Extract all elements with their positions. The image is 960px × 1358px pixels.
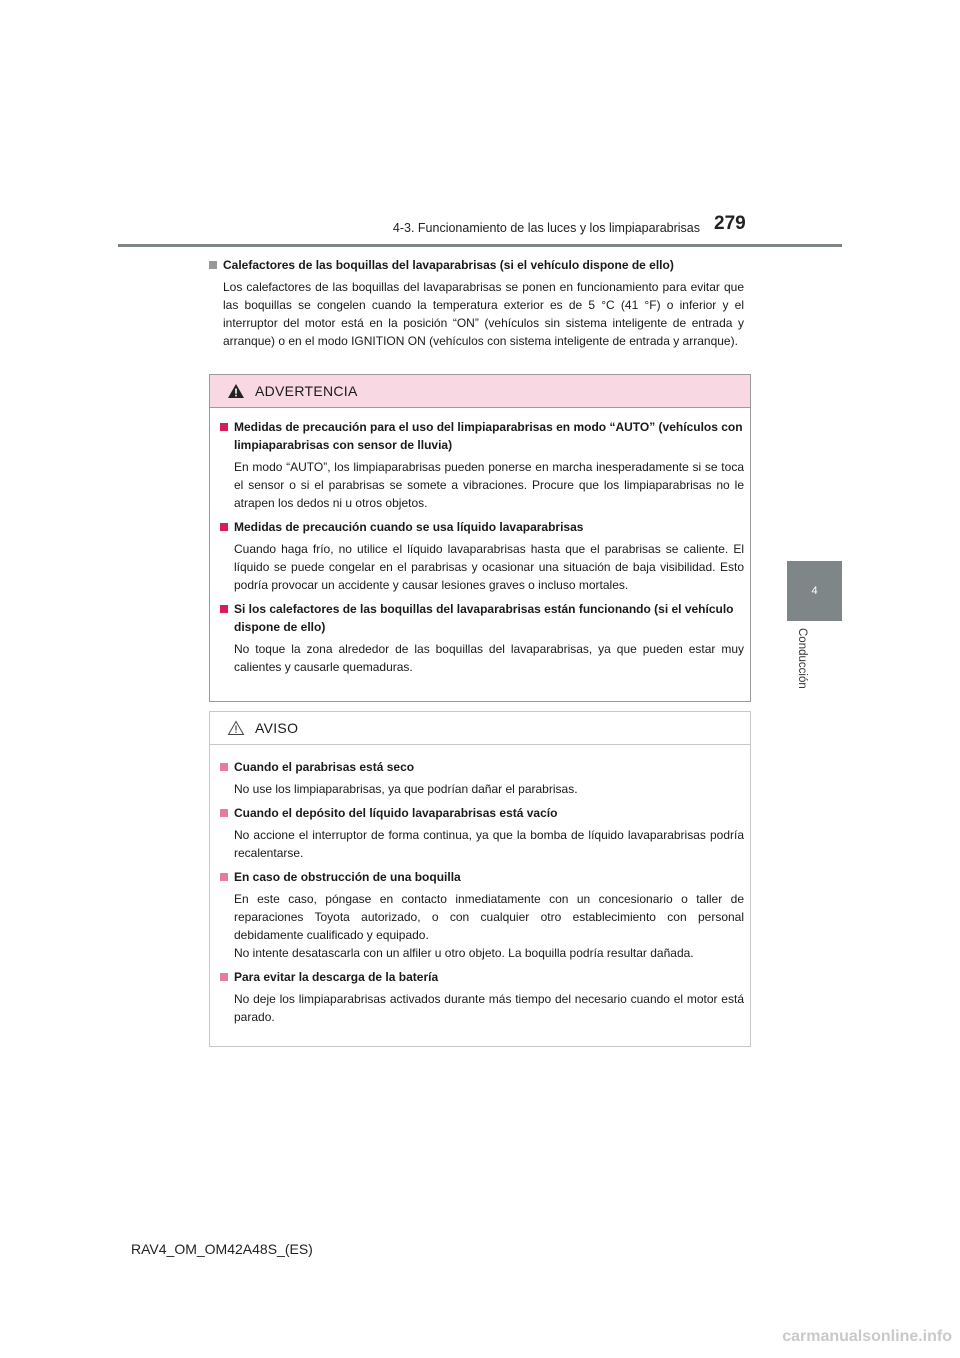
square-bullet-icon	[220, 763, 228, 771]
chapter-side-label: Conducción	[796, 628, 808, 689]
warning-triangle-icon	[227, 383, 245, 399]
notice-item-text-continued: No intente desatascarla con un alfiler u otro objeto. La boquilla podría resultar dañada.	[234, 946, 694, 960]
notice-item-text: No use los limpiaparabrisas, ya que podrían dañar el parabrisas.	[234, 782, 578, 796]
running-header-title: 4-3. Funcionamiento de las luces y los limpiaparabrisas	[392, 221, 700, 235]
warning-item-heading	[220, 418, 744, 454]
notice-item	[220, 868, 744, 962]
square-bullet-icon	[220, 809, 228, 817]
document-code: RAV4_OM_OM42A48S_(ES)	[131, 1241, 313, 1257]
notice-box-body	[210, 745, 750, 1026]
notice-title: AVISO	[255, 720, 299, 736]
warning-item	[220, 600, 744, 676]
notice-box	[209, 711, 751, 1047]
notice-item	[220, 758, 744, 798]
caution-triangle-outline-icon	[227, 720, 245, 736]
intro-heading-text: Calefactores de las boquillas del lavaparabrisas (si el vehículo dispone de ello)	[223, 258, 674, 272]
warning-item-heading	[220, 600, 744, 636]
warning-item-text: En modo “AUTO”, los limpiaparabrisas pueden ponerse en marcha inesperadamente si se toca el sensor o si el parabrisas se somete a vibraciones. Procure que los limpiaparabrisas no le atrapen los dedos ni u otros objetos.	[234, 460, 744, 510]
warning-item-heading-text: Medidas de precaución para el uso del limpiaparabrisas en modo “AUTO” (vehículos con limpiaparabrisas con sensor de lluvia)	[234, 420, 743, 452]
notice-item-heading	[220, 758, 744, 776]
square-bullet-icon	[220, 973, 228, 981]
intro-heading	[209, 256, 744, 274]
square-bullet-icon	[220, 423, 228, 431]
notice-item-heading	[220, 968, 744, 986]
notice-item-heading-text: Cuando el depósito del líquido lavaparabrisas está vacío	[234, 806, 558, 820]
page-number: 279	[714, 213, 746, 234]
notice-item-heading-text: Cuando el parabrisas está seco	[234, 760, 415, 774]
intro-section	[209, 256, 744, 350]
notice-item-heading	[220, 868, 744, 886]
warning-item-heading-text: Medidas de precaución cuando se usa líquido lavaparabrisas	[234, 520, 584, 534]
notice-item	[220, 968, 744, 1026]
warning-item	[220, 518, 744, 594]
header-rule	[118, 244, 842, 247]
chapter-tab	[787, 561, 842, 621]
warning-title: ADVERTENCIA	[255, 383, 358, 399]
notice-item-text: En este caso, póngase en contacto inmediatamente con un concesionario o taller de reparaciones Toyota autorizado, o con cualquier otro establecimiento con personal debidamente cualificado y equipado.	[234, 892, 744, 942]
warning-box-body	[210, 408, 750, 676]
square-bullet-icon	[209, 261, 217, 269]
chapter-number: 4	[811, 585, 818, 597]
warning-box-header	[210, 375, 750, 408]
warning-box	[209, 374, 751, 702]
notice-item	[220, 804, 744, 862]
notice-item-text: No deje los limpiaparabrisas activados durante más tiempo del necesario cuando el motor está parado.	[234, 992, 744, 1024]
warning-item-text: No toque la zona alrededor de las boquillas del lavaparabrisas, ya que pueden estar muy calientes y causarle quemaduras.	[234, 642, 744, 674]
intro-text: Los calefactores de las boquillas del lavaparabrisas se ponen en funcionamiento para evitar que las boquillas se congelen cuando la temperatura exterior es de 5 °C (41 °F) o inferior y el interruptor del motor está en la posición “ON” (vehículos sin sistema inteligente de entrada y arranque) o en el modo IGNITION ON (vehículos con sistema inteligente de entrada y arranque).	[223, 280, 744, 348]
notice-item-heading-text: Para evitar la descarga de la batería	[234, 970, 439, 984]
notice-box-header	[210, 712, 750, 745]
notice-item-heading	[220, 804, 744, 822]
warning-item-text: Cuando haga frío, no utilice el líquido lavaparabrisas hasta que el parabrisas se caliente. El líquido se puede congelar en el parabrisas y ocasionar una situación de baja visibilidad. Esto podría provocar un accidente y causar lesiones graves o incluso mortales.	[234, 542, 744, 592]
warning-item-heading-text: Si los calefactores de las boquillas del lavaparabrisas están funcionando (si el vehículo dispone de ello)	[234, 602, 734, 634]
square-bullet-icon	[220, 605, 228, 613]
watermark: carmanualsonline.info	[782, 1328, 952, 1345]
square-bullet-icon	[220, 523, 228, 531]
warning-item	[220, 418, 744, 512]
notice-item-text: No accione el interruptor de forma continua, ya que la bomba de líquido lavaparabrisas podría recalentarse.	[234, 828, 744, 860]
warning-item-heading	[220, 518, 744, 536]
square-bullet-icon	[220, 873, 228, 881]
notice-item-heading-text: En caso de obstrucción de una boquilla	[234, 870, 461, 884]
